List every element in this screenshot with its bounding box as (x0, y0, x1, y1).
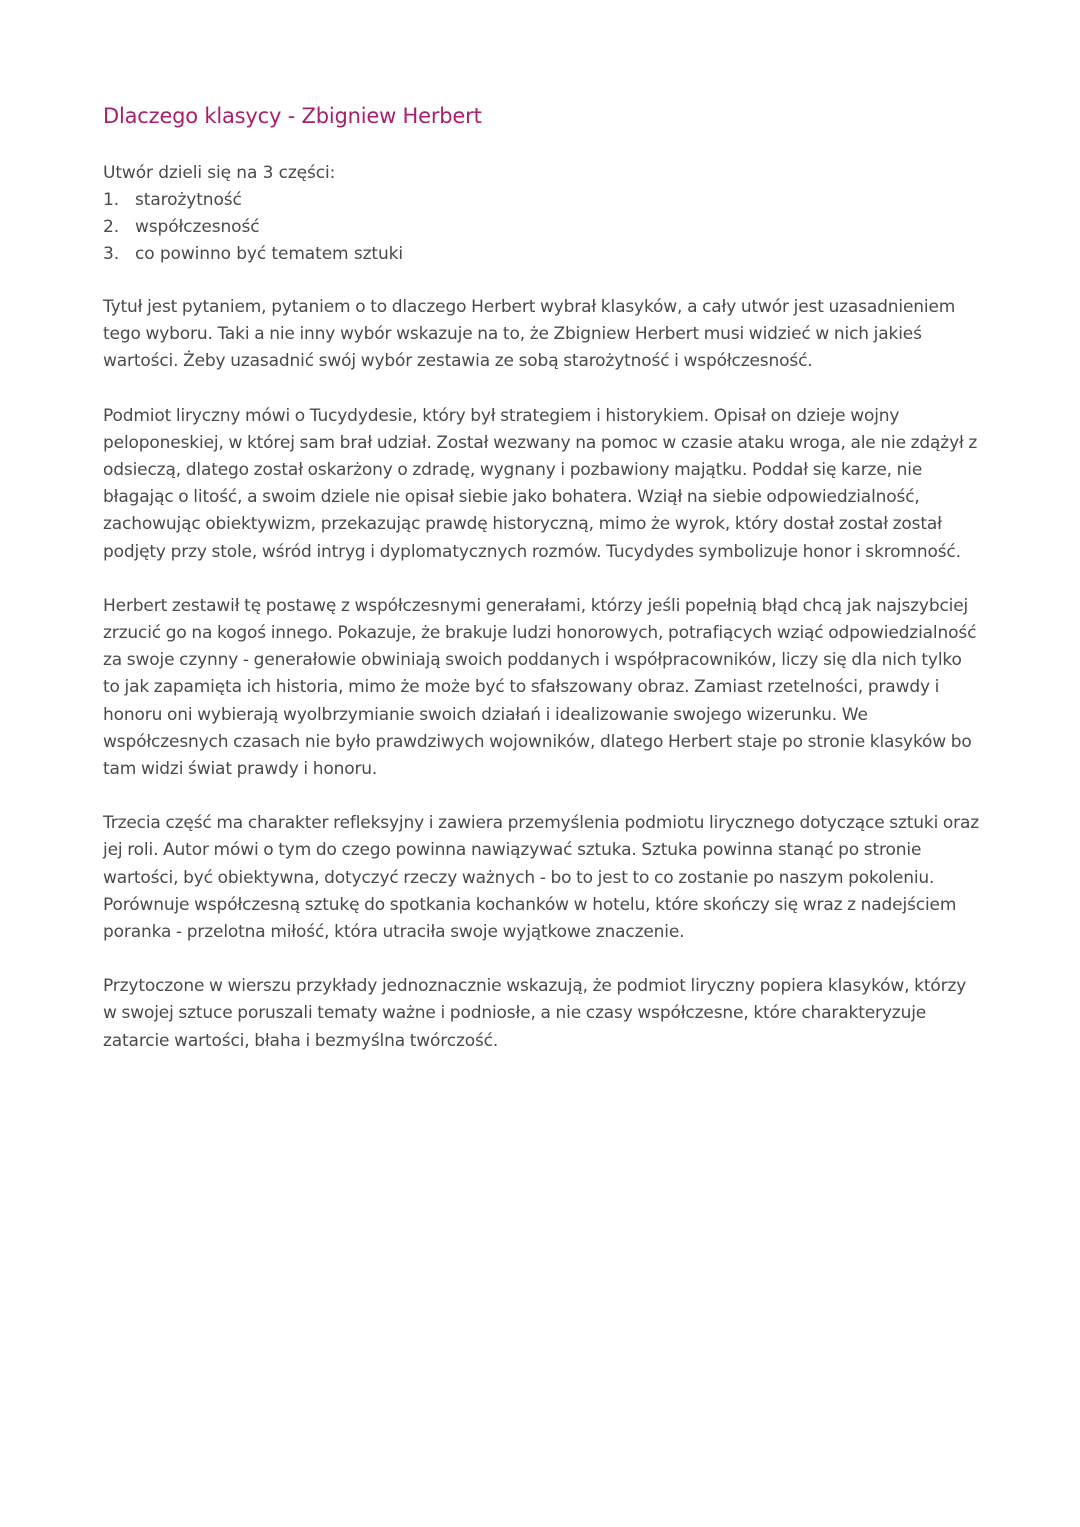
paragraph-tucydydes: Podmiot liryczny mówi o Tucydydesie, który był strategiem i historykiem. Opisał on dzieje wojny peloponeskiej, w której sam brał udział. Został wezwany na pomoc w czasie ataku wroga, ale nie zdążył z odsieczą, dlatego został oskarżony o zdradę, wygnany i pozbawiony majątku. Poddał się karze, nie błagając o litość, a swoim dziele nie opisał siebie jako bohatera. Wziął na siebie odpowiedzialność, zachowując obiektywizm, przekazując prawdę historyczną, mimo że wyrok, który dostał został został podjęty przy stole, wśród intryg i dyplomatycznych rozmów. Tucydydes symbolizuje honor i skromność. (103, 405, 978, 562)
list-item-text: co powinno być tematem sztuki (135, 244, 404, 264)
list-item-number: 2. (103, 217, 120, 237)
list-item (103, 214, 983, 241)
paragraph-art: Trzecia część ma charakter refleksyjny i zawiera przemyślenia podmiotu lirycznego dotyczące sztuki oraz jej roli. Autor mówi o tym do czego powinna nawiązywać sztuka. Sztuka powinna stanąć po stronie wartości, być obiektywna, dotyczyć rzeczy ważnych - bo to jest to co zostanie po naszym pokoleniu. Porównuje współczesną sztukę do spotkania kochanków w hotelu, które skończy się wraz z nadejściem poranka - przelotna miłość, która utraciła swoje wyjątkowe znaczenie. (103, 813, 980, 943)
parts-list (103, 187, 983, 268)
paragraph-conclusion: Przytoczone w wierszu przykłady jednoznacznie wskazują, że podmiot liryczny popiera klasyków, którzy w swojej sztuce poruszali tematy ważne i podniosłe, a nie czasy współczesne, które charakteryzuje zatarcie wartości, błaha i bezmyślna twórczość. (103, 976, 967, 1051)
list-item-text: współczesność (135, 217, 260, 237)
list-item-number: 3. (103, 244, 120, 264)
intro-text: Utwór dzieli się na 3 części: (103, 163, 336, 183)
paragraph-title-question: Tytuł jest pytaniem, pytaniem o to dlaczego Herbert wybrał klasyków, a cały utwór jest uzasadnieniem tego wyboru. Taki a nie inny wybór wskazuje na to, że Zbigniew Herbert musi widzieć w nich jakieś wartości. Żeby uzasadnić swój wybór zestawia ze sobą starożytność i współczesność. (103, 297, 956, 372)
list-item (103, 187, 983, 214)
list-item-text: starożytność (135, 190, 242, 210)
list-item (103, 241, 983, 268)
document-title: Dlaczego klasycy - Zbigniew Herbert (103, 104, 482, 128)
document-content (103, 100, 983, 1082)
paragraph-generals: Herbert zestawił tę postawę z współczesnymi generałami, którzy jeśli popełnią błąd chcą jak najszybciej zrzucić go na kogoś innego. Pokazuje, że brakuje ludzi honorowych, potrafiących wziąć odpowiedzialność za swoje czynny - generałowie obwiniają swoich poddanych i współpracowników, liczy się dla nich tylko to jak zapamięta ich historia, mimo że może być to sfałszowany obraz. Zamiast rzetelności, prawdy i honoru oni wybierają wyolbrzymianie swoich działań i idealizowanie swojego wizerunku. We współczesnych czasach nie było prawdziwych wojowników, dlatego Herbert staje po stronie klasyków bo tam widzi świat prawdy i honoru. (103, 595, 977, 780)
list-item-number: 1. (103, 190, 120, 210)
